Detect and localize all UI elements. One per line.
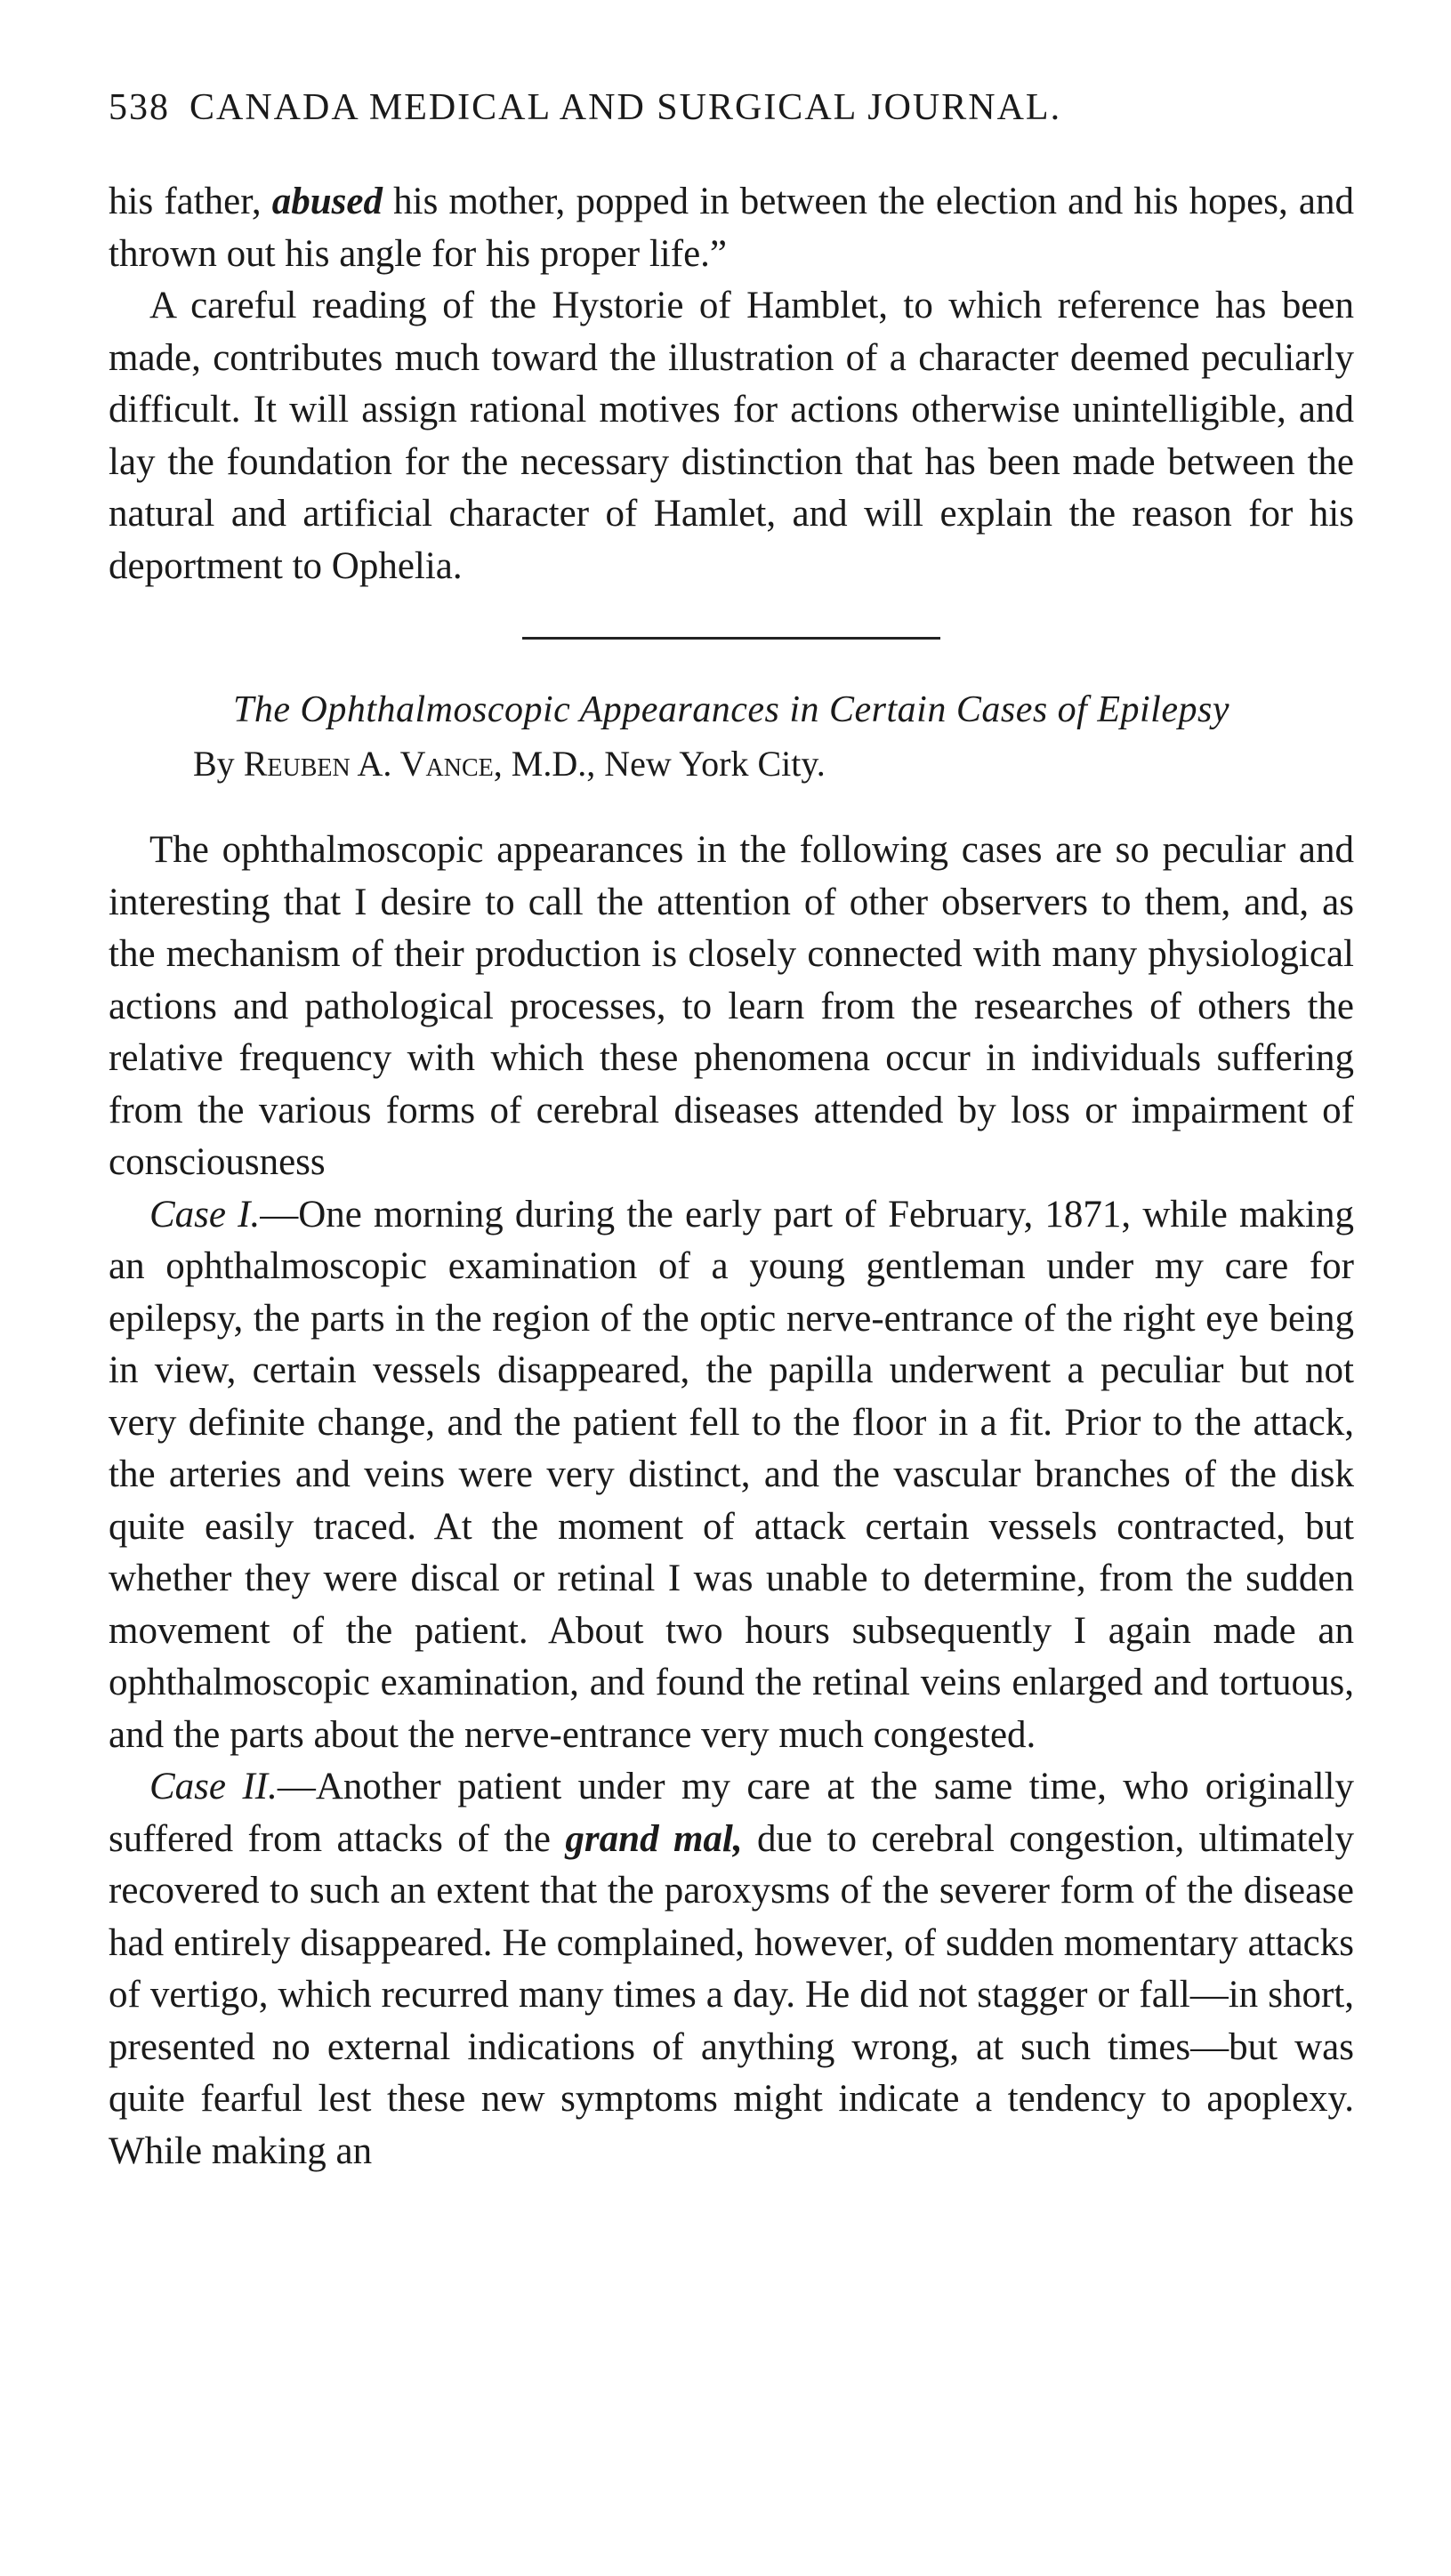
- case-one-paragraph: [109, 1189, 1354, 1762]
- continuation-text-end: his mother, popped in between the election and his hopes, and thrown out his angle for his proper life.”: [109, 181, 1354, 275]
- case-two-text-start: —Another patient under my care at the same time, who originally suffered from attacks of the: [109, 1766, 1354, 1860]
- case-two-paragraph: [109, 1761, 1354, 2178]
- byline-suffix: , M.D., New York City.: [493, 744, 826, 785]
- emphasis-abused: abused: [271, 181, 383, 223]
- case-two-label: Case II.: [149, 1766, 278, 1808]
- hamlet-paragraph: A careful reading of the Hystorie of Hamblet, to which reference has been made, contributes much toward the illustration of a character deemed peculiarly difficult. It will assign rational motives for actions otherwise unintelligible, and lay the foundation for the necessary distinction that has been made between the natural and artificial character of Hamlet, and will explain the reason for his deportment to Ophelia.: [109, 285, 1354, 587]
- page-number: 538: [109, 87, 170, 128]
- case-one-label: Case I.: [149, 1193, 261, 1236]
- article-title: The Ophthalmoscopic Appearances in Certain Cases of Epilepsy: [233, 689, 1229, 731]
- case-one-text: —One morning during the early part of February, 1871, while making an ophthalmoscopic examination of a young gentleman under my care for epilepsy, the parts in the region of the optic nerve-entrance of the right eye being in view, certain vessels disappeared, the papilla underwent a peculiar but not very definite change, and the patient fell to the floor in a fit. Prior to the attack, the arteries and veins were very distinct, and the vascular branches of the disk quite easily traced. At the moment of attack certain vessels contracted, but whether they were discal or retinal I was unable to determine, from the sudden movement of the patient. About two hours subsequently I again made an ophthalmoscopic examination, and found the retinal veins enlarged and tortuous, and the parts about the nerve-entrance very much congested.: [109, 1193, 1354, 1756]
- emphasis-grand-mal: grand mal,: [565, 1817, 743, 1860]
- running-head: [109, 85, 1354, 130]
- journal-title: CANADA MEDICAL AND SURGICAL JOURNAL.: [189, 87, 1062, 128]
- section-divider: [522, 637, 940, 640]
- byline-prefix: By: [193, 744, 244, 785]
- continuation-paragraph: [109, 176, 1354, 280]
- journal-page: [109, 85, 1354, 2178]
- case-two-text-end: due to cerebral congestion, ultimately recovered to such an extent that the paroxysms of the severer form of the disease had entirely disappeared. He complained, however, of sudden momentary attacks of vertigo, which recurred many times a day. He did not stagger or fall—in short, presented no external indications of anything wrong, at such times—but was quite fearful lest these new symptoms might indicate a tendency to apoplexy. While making an: [109, 1817, 1354, 2172]
- opening-paragraph: The ophthalmoscopic appearances in the following cases are so peculiar and interesting that I desire to call the attention of other observers to them, and, as the mechanism of their production is closely connected with many physiological actions and pathological processes, to learn from the researches of others the relative frequency with which these phenomena occur in individuals suffering from the various forms of cerebral diseases attended by loss or impairment of consciousness: [109, 829, 1354, 1184]
- byline: [193, 739, 1354, 789]
- continuation-text-start: his father,: [109, 181, 272, 223]
- author-name: Reuben A. Vance: [243, 744, 494, 785]
